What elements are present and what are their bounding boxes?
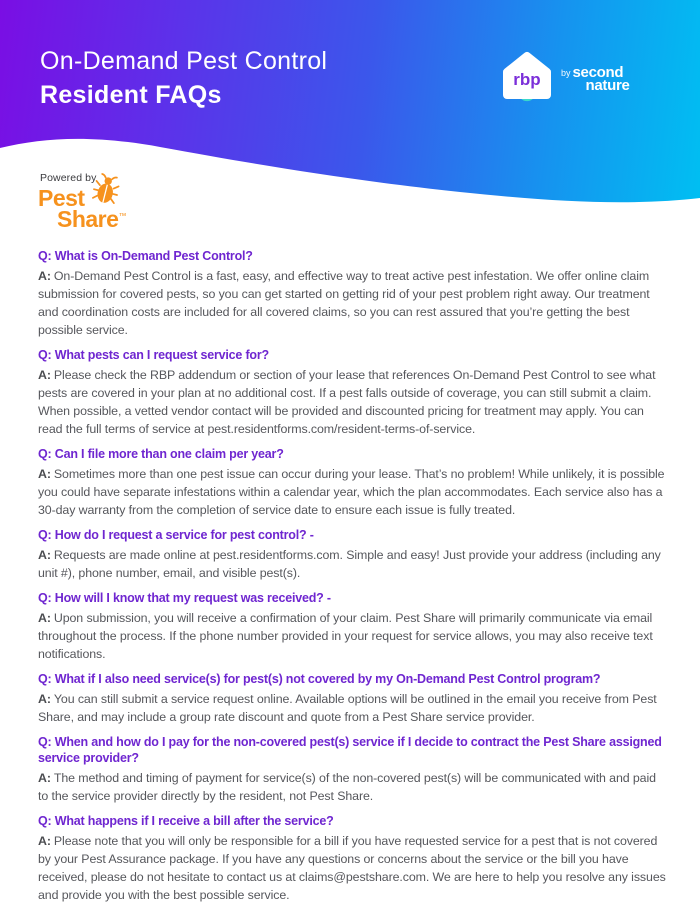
faq-item bbox=[38, 446, 666, 519]
faq-answer bbox=[38, 609, 666, 663]
faq-answer bbox=[38, 690, 666, 726]
pest-share-line1: Pest bbox=[38, 185, 85, 211]
answer-text: On-Demand Pest Control is a fast, easy, and effective way to treat active pest infestation. We offer online claim submission for covered pests, so you can get started on getting rid of your pest problem right away. Our treatment and coordination costs are included for all covered claims, so you can rest assured that you’re getting the best possible service. bbox=[38, 269, 650, 337]
faq-question: Q: What happens if I receive a bill after the service? bbox=[38, 814, 334, 828]
faq-item bbox=[38, 734, 666, 805]
answer-text: Upon submission, you will receive a confirmation of your claim. Pest Share will primarily communicate via email throughout the process. If the phone number provided in your request for service allows, you may also receive text notifications. bbox=[38, 611, 653, 661]
second-nature-wordmark bbox=[561, 66, 630, 92]
answer-prefix: A: bbox=[38, 368, 51, 382]
answer-prefix: A: bbox=[38, 834, 51, 848]
second-nature-line2: nature bbox=[585, 77, 630, 94]
rbp-house-icon bbox=[497, 48, 557, 108]
second-nature-by: by bbox=[561, 68, 571, 78]
second-nature-line1: second bbox=[572, 64, 624, 81]
faq-answer bbox=[38, 465, 666, 519]
page-subtitle: Resident FAQs bbox=[40, 81, 222, 109]
faq-question: Q: What pests can I request service for? bbox=[38, 348, 269, 362]
faq-list bbox=[0, 212, 700, 904]
faq-answer bbox=[38, 546, 666, 582]
answer-prefix: A: bbox=[38, 548, 51, 562]
header-titles bbox=[40, 44, 327, 112]
answer-text: You can still submit a service request online. Available options will be outlined in the email you receive from Pest Share, and may include a group rate discount and quote from a Pest Share service provider. bbox=[38, 692, 657, 724]
pest-share-line2-text: Share bbox=[57, 206, 119, 232]
faq-item bbox=[38, 248, 666, 339]
faq-question: Q: Can I file more than one claim per year? bbox=[38, 447, 284, 461]
faq-question: Q: What is On-Demand Pest Control? bbox=[38, 249, 253, 263]
trademark-symbol: ™ bbox=[118, 211, 126, 221]
faq-question: Q: When and how do I pay for the non-covered pest(s) service if I decide to contract the Pest Share assigned service provider? bbox=[38, 735, 662, 765]
answer-prefix: A: bbox=[38, 611, 51, 625]
page-title: On-Demand Pest Control bbox=[40, 47, 328, 75]
answer-prefix: A: bbox=[38, 692, 51, 706]
faq-item bbox=[38, 671, 666, 726]
rbp-logo-text: rbp bbox=[513, 70, 541, 89]
answer-text: Please note that you will only be responsible for a bill if you have requested service for a pest that is not covered by your Pest Assurance package. If you have any questions or concerns about the service or the bill you have received, please do not hesitate to contact us at claims@pestshare.com. We are here to help you resolve any issues and provide you with the best possible service. bbox=[38, 834, 666, 902]
faq-item bbox=[38, 347, 666, 438]
faq-question: Q: How will I know that my request was received? - bbox=[38, 591, 331, 605]
answer-prefix: A: bbox=[38, 467, 51, 481]
powered-by-label: Powered by bbox=[40, 172, 97, 184]
faq-item bbox=[38, 527, 666, 582]
faq-question: Q: What if I also need service(s) for pest(s) not covered by my On-Demand Pest Control program? bbox=[38, 672, 601, 686]
answer-text: Requests are made online at pest.residentforms.com. Simple and easy! Just provide your address (including any unit #), phone number, email, and visible pest(s). bbox=[38, 548, 661, 580]
pest-share-line2 bbox=[57, 206, 126, 233]
answer-text: Please check the RBP addendum or section of your lease that references On-Demand Pest Control to see what pests are covered in your plan at no additional cost. If a pest falls outside of coverage, you can still submit a claim. When possible, a vetted vendor contact will be provided and discounted pricing for treatment may apply. You can read the full terms of service at pest.residentforms.com/resident-terms-of-service. bbox=[38, 368, 656, 436]
faq-item bbox=[38, 590, 666, 663]
answer-prefix: A: bbox=[38, 771, 51, 785]
faq-answer bbox=[38, 366, 666, 438]
faq-item bbox=[38, 813, 666, 904]
faq-question: Q: How do I request a service for pest control? - bbox=[38, 528, 314, 542]
pest-share-logo bbox=[38, 172, 178, 230]
faq-answer bbox=[38, 267, 666, 339]
answer-text: Sometimes more than one pest issue can occur during your lease. That’s no problem! While unlikely, it is possible you could have separate infestations within a calendar year, which the plan accommodates. Each service also has a 30-day warranty from the completion of service date to ensure each issue is fully treated. bbox=[38, 467, 665, 517]
answer-text: The method and timing of payment for service(s) of the non-covered pest(s) will be communicated with and paid to the service provider directly by the resident, not Pest Share. bbox=[38, 771, 656, 803]
answer-prefix: A: bbox=[38, 269, 51, 283]
faq-answer bbox=[38, 769, 666, 805]
faq-answer bbox=[38, 832, 666, 904]
